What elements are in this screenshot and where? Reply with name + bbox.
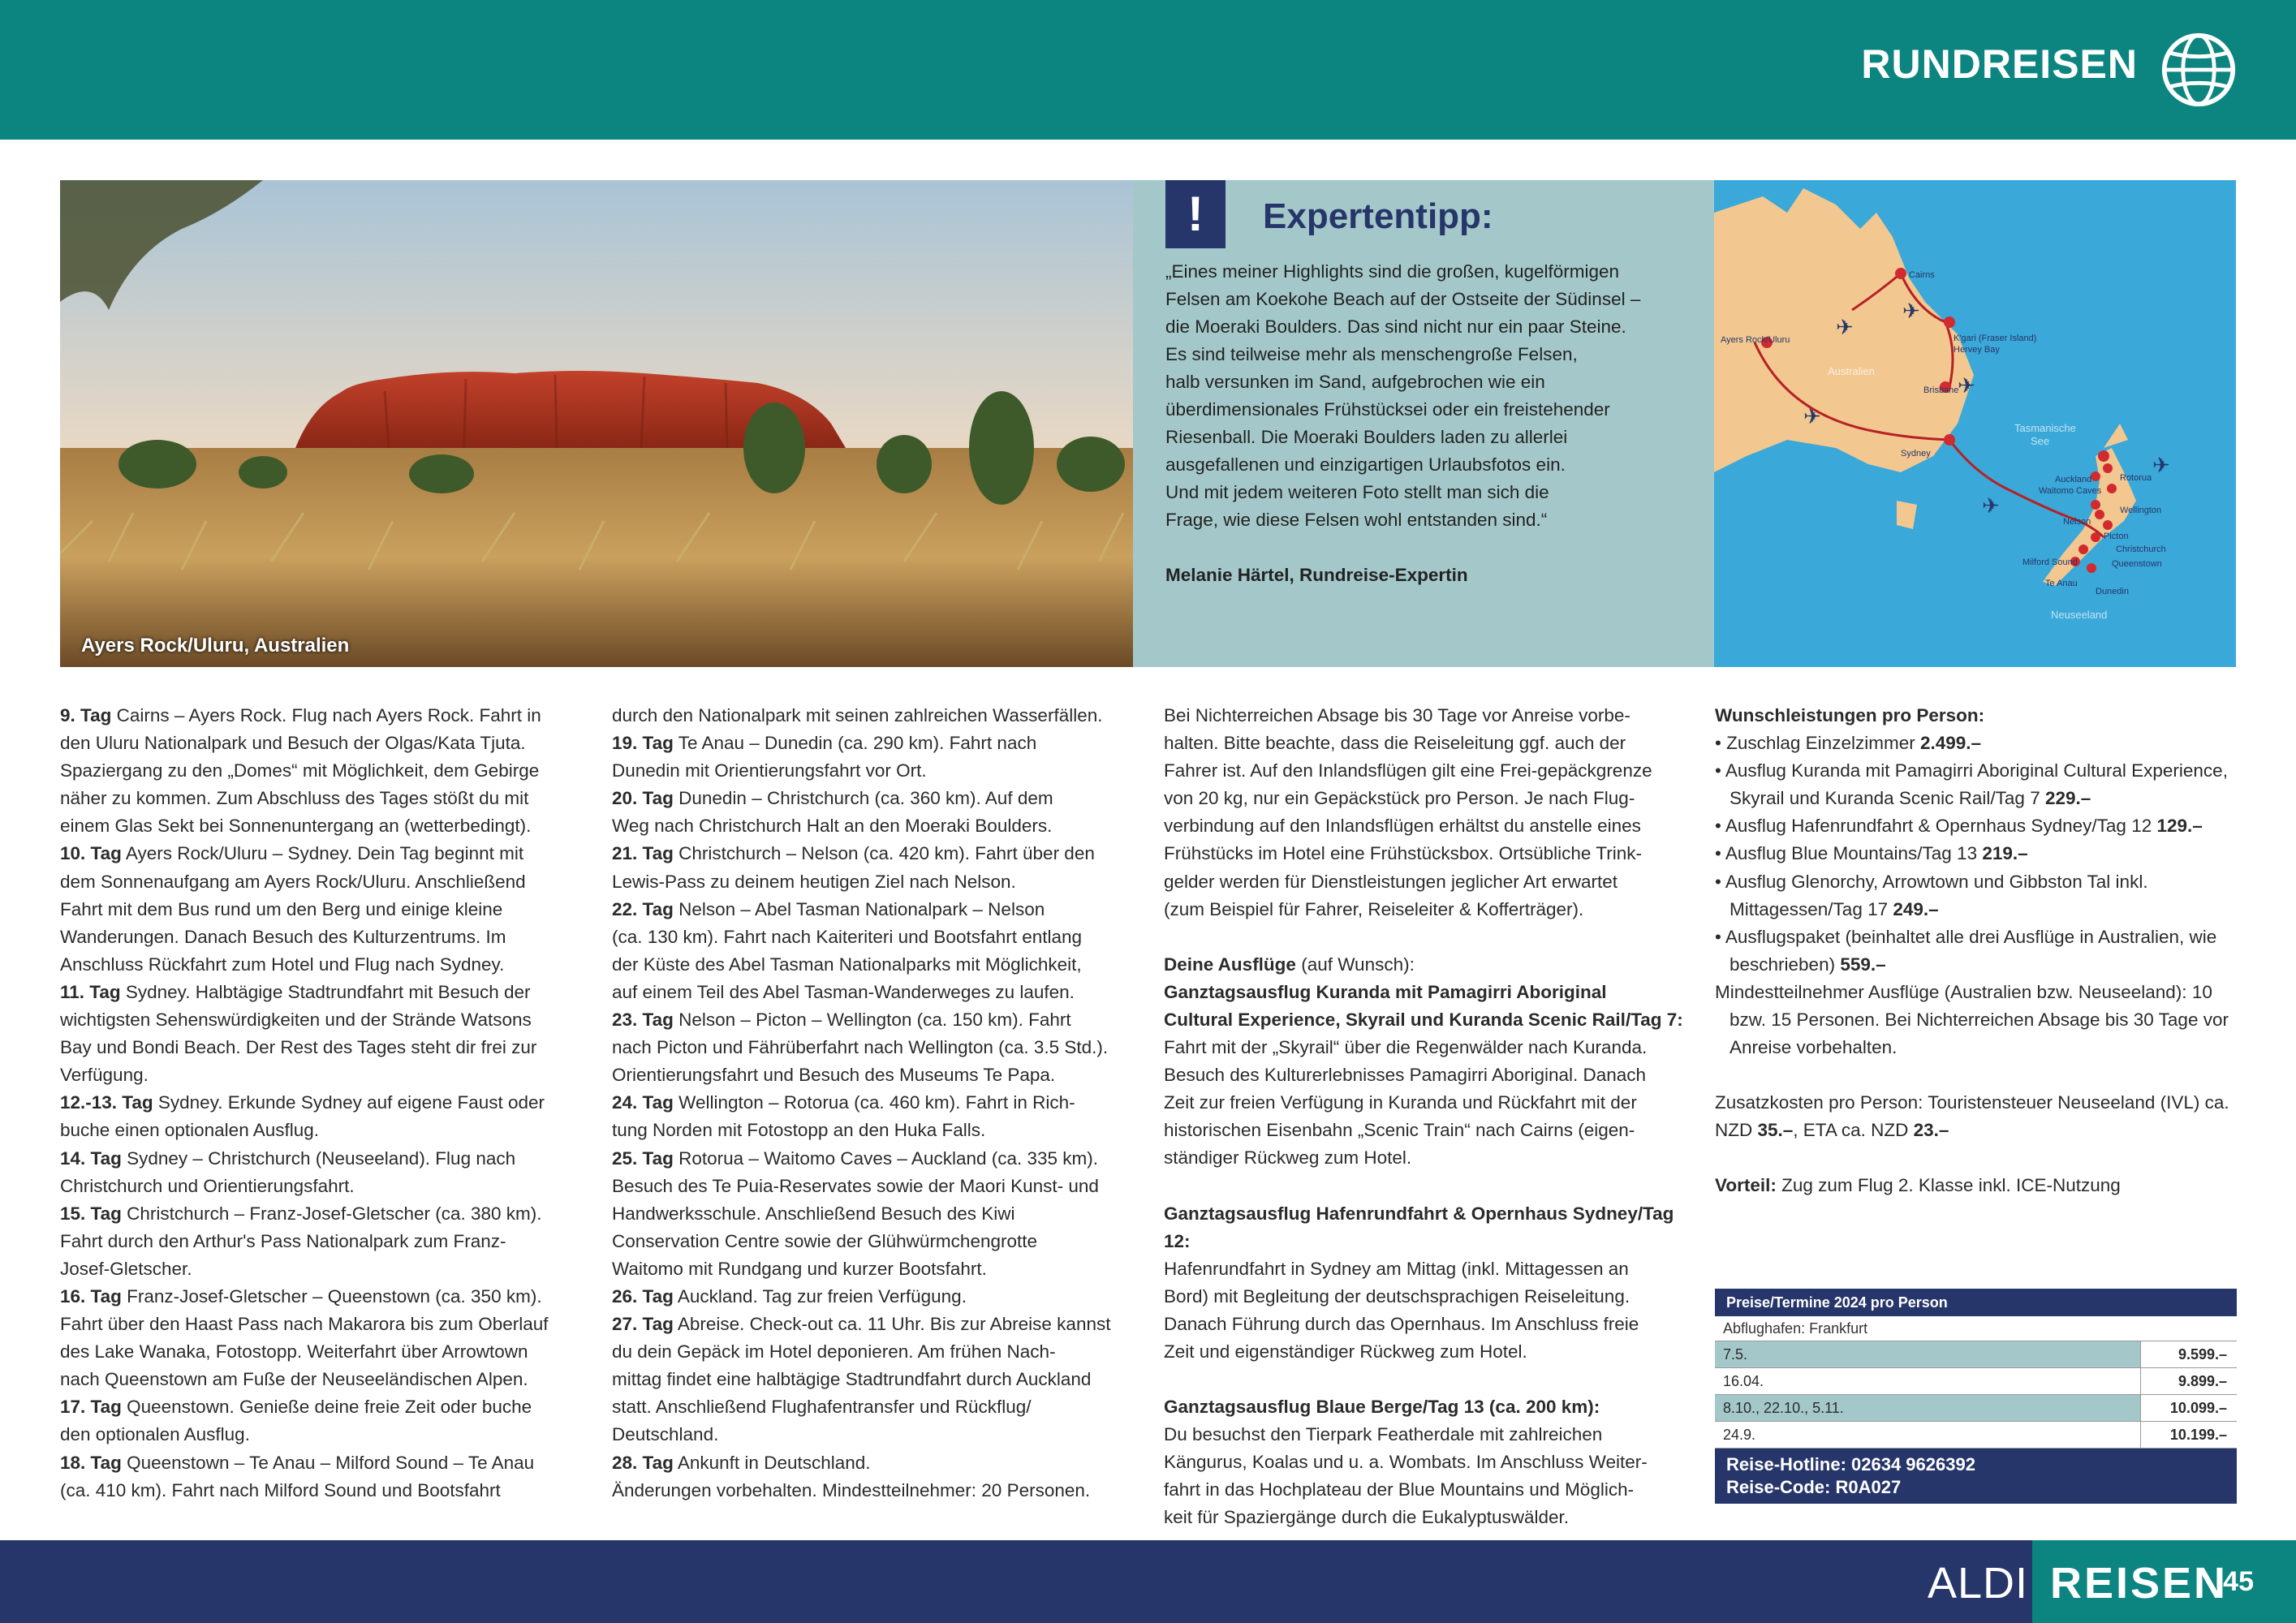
footer-bar: [0, 1540, 2296, 1623]
text-line: Zeit und eigenständiger Rückweg zum Hotel.: [1164, 1341, 1527, 1362]
reisen-logo: REISEN: [2050, 1559, 2229, 1608]
text-line: • Zuschlag Einzelzimmer 2.499.–: [1715, 733, 1982, 754]
route-map: [1714, 180, 2236, 667]
text-line: • Ausflug Hafenrundfahrt & Opernhaus Sydney/Tag 12 129.–: [1715, 816, 2203, 837]
uluru-photo: [60, 180, 1133, 667]
svg-text:Rotorua: Rotorua: [2120, 473, 2152, 483]
text-line: mittag findet eine halbtägige Stadtrundfahrt durch Auckland: [612, 1369, 1092, 1390]
svg-text:Cairns: Cairns: [1909, 270, 1935, 280]
text-line: keit für Spaziergänge durch die Eukalyptuswälder.: [1164, 1507, 1570, 1528]
text-line: Du besuchst den Tierpark Featherdale mit zahlreichen: [1164, 1424, 1603, 1445]
text-line: nach Picton und Fährüberfahrt nach Wellington (ca. 3.5 Std.).: [612, 1037, 1109, 1058]
price-row: 7.5. 9.599.–: [1715, 1341, 2237, 1368]
text-line: Kängurus, Koalas und u. a. Wombats. Im Anschluss Weiter-: [1164, 1452, 1648, 1473]
text-line: Wanderungen. Danach Besuch des Kulturzentrums. Im: [60, 926, 506, 947]
text-line: den Uluru Nationalpark und Besuch der Olgas/Kata Tjuta.: [60, 733, 526, 754]
text-line: Fahrer ist. Auf den Inlandsflügen gilt eine Frei-gepäckgrenze: [1164, 760, 1652, 781]
text-line: näher zu kommen. Zum Abschluss des Tages stößt du mit: [60, 788, 529, 809]
svg-text:✈: ✈: [1836, 315, 1854, 339]
text-line: Handwerksschule. Anschließend Besuch des Kiwi: [612, 1203, 1015, 1224]
price-table-header: Preise/Termine 2024 pro Person: [1715, 1289, 2237, 1316]
spacer: [1715, 1061, 2251, 1089]
text-line: Anschluss Rückfahrt zum Hotel und Flug nach Sydney.: [60, 954, 505, 975]
booking-info: [1715, 1449, 2237, 1504]
text-line: 17. Tag Queenstown. Genieße deine freie Zeit oder buche: [60, 1397, 532, 1418]
price-table: [1715, 1289, 2237, 1504]
text-line: Christchurch und Orientierungsfahrt.: [60, 1175, 355, 1196]
text-line: Vorteil: Zug zum Flug 2. Klasse inkl. ICE-Nutzung: [1715, 1175, 2121, 1196]
spacer: [1164, 923, 1683, 951]
text-line: 24. Tag Wellington – Rotorua (ca. 460 km). Fahrt in Rich-: [612, 1092, 1075, 1113]
text-line: (ca. 410 km). Fahrt nach Milford Sound und Bootsfahrt: [60, 1479, 501, 1500]
text-line: • Ausflug Blue Mountains/Tag 13 219.–: [1715, 843, 2028, 864]
text-line: Zeit zur freien Verfügung in Kuranda und Rückfahrt mit der: [1164, 1092, 1637, 1113]
text-line: 18. Tag Queenstown – Te Anau – Milford Sound – Te Anau: [60, 1452, 535, 1473]
svg-text:✈: ✈: [1958, 373, 1975, 398]
text-line: Fahrt durch den Arthur's Pass Nationalpark zum Franz-: [60, 1230, 506, 1251]
page-number: 45: [2223, 1566, 2254, 1597]
text-line: 19. Tag Te Anau – Dunedin (ca. 290 km). Fahrt nach: [612, 733, 1037, 754]
text-line: Bay und Bondi Beach. Der Rest des Tages steht dir frei zur: [60, 1037, 537, 1058]
svg-text:Brisbane: Brisbane: [1923, 385, 1959, 395]
text-line: Dunedin mit Orientierungsfahrt vor Ort.: [612, 760, 927, 781]
text-line: 12.-13. Tag Sydney. Erkunde Sydney auf eigene Faust oder: [60, 1092, 545, 1113]
text-line: Besuch des Te Puia-Reservates sowie der Maori Kunst- und: [612, 1175, 1099, 1196]
text-line: Mindestteilnehmer Ausflüge (Australien bzw. Neuseeland): 10 bzw. 15 Personen. Bei Nichterreichen Absage bis 30 Tage vor Anreise vorbehalten.: [1715, 981, 2229, 1058]
text-line: 22. Tag Nelson – Abel Tasman Nationalpark – Nelson: [612, 898, 1045, 919]
svg-text:Auckland: Auckland: [2055, 475, 2092, 484]
text-line: gelder werden für Dienstleistungen jeglicher Art erwartet: [1164, 871, 1618, 892]
text-line: Lewis-Pass zu deinem heutigen Ziel nach Nelson.: [612, 871, 1016, 892]
text-line: 20. Tag Dunedin – Christchurch (ca. 360 km). Auf dem: [612, 788, 1053, 809]
text-line: 15. Tag Christchurch – Franz-Josef-Gletscher (ca. 380 km).: [60, 1203, 542, 1224]
text-line: Zusatzkosten pro Person: Touristensteuer Neuseeland (IVL) ca. NZD 35.–, ETA ca. NZD 23.–: [1715, 1092, 2229, 1141]
departure-airport: Abflughafen: Frankfurt: [1715, 1316, 2237, 1341]
text-line: Conservation Centre sowie der Glühwürmchengrotte: [612, 1230, 1038, 1251]
svg-text:Te Anau: Te Anau: [2045, 579, 2078, 588]
text-line: Wunschleistungen pro Person:: [1715, 705, 1985, 725]
text-line: Fahrt mit der „Skyrail“ über die Regenwälder nach Kuranda.: [1164, 1037, 1648, 1058]
text-line: einem Glas Sekt bei Sonnenuntergang an (wetterbedingt).: [60, 816, 532, 837]
text-line: Ganztagsausflug Hafenrundfahrt & Opernhaus Sydney/Tag 12:: [1164, 1203, 1674, 1251]
text-line: halten. Bitte beachte, dass die Reiseleitung ggf. auch der: [1164, 733, 1626, 754]
reisen-logo-box: [2032, 1540, 2296, 1623]
text-line: 16. Tag Franz-Josef-Gletscher – Queenstown (ca. 350 km).: [60, 1285, 542, 1307]
svg-text:K'gari (Fraser Island): K'gari (Fraser Island): [1954, 334, 2037, 343]
svg-text:Hervey Bay: Hervey Bay: [1954, 345, 2000, 355]
excursions-column: [1164, 702, 1683, 1532]
text-line: Änderungen vorbehalten. Mindestteilnehmer: 20 Personen.: [612, 1479, 1091, 1500]
text-line: von 20 kg, nur ein Gepäckstück pro Person. Je nach Flug-: [1164, 788, 1635, 809]
text-line: Verfügung.: [60, 1065, 149, 1086]
itinerary-column-1: [60, 702, 579, 1505]
text-line: (ca. 130 km). Fahrt nach Kaiteriteri und Bootsfahrt entlang: [612, 926, 1083, 947]
text-line: historischen Eisenbahn „Scenic Train“ nach Cairns (eigen-: [1164, 1120, 1635, 1141]
globe-icon: [2160, 31, 2238, 109]
svg-text:Nelson: Nelson: [2063, 517, 2091, 527]
svg-text:✈: ✈: [1902, 299, 1920, 323]
photo-caption: Ayers Rock/Uluru, Australien: [81, 635, 350, 657]
svg-text:Picton: Picton: [2104, 532, 2129, 541]
itinerary-column-2: [612, 702, 1131, 1505]
svg-text:Sydney: Sydney: [1901, 449, 1931, 458]
exclamation-icon: !: [1165, 180, 1226, 248]
text-line: Danach Führung durch das Opernhaus. Im Anschluss freie: [1164, 1313, 1639, 1334]
text-line: statt. Anschließend Flughafentransfer und Rückflug/: [612, 1397, 1032, 1418]
svg-text:Queenstown: Queenstown: [2112, 559, 2162, 569]
svg-text:✈: ✈: [2152, 453, 2170, 477]
text-line: • Ausflugspaket (beinhaltet alle drei Ausflüge in Australien, wie beschrieben) 559.–: [1715, 926, 2217, 975]
price-row: 16.04. 9.899.–: [1715, 1368, 2237, 1395]
svg-text:See: See: [2031, 435, 2050, 447]
text-line: ständiger Rückweg zum Hotel.: [1164, 1147, 1412, 1169]
travel-code: Reise-Code: R0A027: [1726, 1477, 1902, 1497]
text-line: Frühstücks im Hotel eine Frühstücksbox. Ortsübliche Trink-: [1164, 843, 1642, 864]
svg-text:✈: ✈: [1803, 404, 1821, 428]
expert-tip-heading: Expertentipp:: [1263, 196, 1493, 236]
svg-text:Wellington: Wellington: [2120, 506, 2162, 515]
map-label-australia: Australien: [1828, 365, 1875, 377]
svg-text:✈: ✈: [1982, 493, 2000, 518]
text-line: dem Sonnenaufgang am Ayers Rock/Uluru. Anschließend: [60, 871, 526, 892]
text-line: Besuch des Kulturerlebnisses Pamagirri Aboriginal. Danach: [1164, 1065, 1647, 1086]
text-line: 23. Tag Nelson – Picton – Wellington (ca. 150 km). Fahrt: [612, 1010, 1071, 1031]
text-line: Ganztagsausflug Blaue Berge/Tag 13 (ca. 200 km):: [1164, 1397, 1600, 1418]
spacer: [1164, 1366, 1683, 1393]
text-line: Ganztagsausflug Kuranda mit Pamagirri Aboriginal: [1164, 981, 1607, 1002]
text-line: der Küste des Abel Tasman Nationalparks mit Möglichkeit,: [612, 954, 1082, 975]
text-line: des Lake Wanaka, Fotostopp. Weiterfahrt über Arrowtown: [60, 1341, 528, 1363]
price-row: 8.10., 22.10., 5.11. 10.099.–: [1715, 1395, 2237, 1422]
text-line: Deutschland.: [612, 1424, 719, 1445]
map-label-nz: Neuseeland: [2051, 609, 2108, 621]
extras-column: [1715, 702, 2251, 1200]
svg-text:Ayers Rock/Uluru: Ayers Rock/Uluru: [1721, 335, 1790, 345]
expert-tip-text: „Eines meiner Highlights sind die großen, kugelförmigen Felsen am Koekohe Beach auf der Ostseite der Südinsel – die Moeraki Boulders. Das sind nicht nur ein paar Steine. Es sind teilweise mehr als menschengroße Felsen, halb versunken im Sand, aufgebrochen wie ein überdimensionales Frühstücksei oder ein freistehender Riesenball. Die Moeraki Boulders laden zu allerlei ausgefallenen und einzigartigen Urlaubsfotos ein. Und mit jedem weiteren Foto stellt man sich die Frage, wie diese Felsen wohl entstanden sind.“: [1165, 261, 1641, 530]
text-line: 14. Tag Sydney – Christchurch (Neuseeland). Flug nach: [60, 1147, 516, 1169]
text-line: Josef-Gletscher.: [60, 1258, 192, 1279]
expert-author: Melanie Härtel, Rundreise-Expertin: [1165, 565, 1468, 585]
text-line: den optionalen Ausflug.: [60, 1424, 250, 1445]
text-line: tung Norden mit Fotostopp an den Huka Falls.: [612, 1120, 986, 1141]
text-line: 9. Tag Cairns – Ayers Rock. Flug nach Ayers Rock. Fahrt in: [60, 705, 541, 725]
price-row: 24.9. 10.199.–: [1715, 1422, 2237, 1449]
text-line: buche einen optionalen Ausflug.: [60, 1120, 320, 1141]
text-line: Deine Ausflüge (auf Wunsch):: [1164, 954, 1415, 975]
text-line: 10. Tag Ayers Rock/Uluru – Sydney. Dein Tag beginnt mit: [60, 843, 524, 864]
text-line: auf einem Teil des Abel Tasman-Wanderweges zu laufen.: [612, 981, 1075, 1002]
svg-text:Christchurch: Christchurch: [2116, 545, 2166, 554]
text-line: verbindung auf den Inlandsflügen erhältst du anstelle eines: [1164, 816, 1641, 837]
header-bar: [0, 0, 2296, 140]
text-line: Weg nach Christchurch Halt an den Moeraki Boulders.: [612, 816, 1053, 837]
text-line: 21. Tag Christchurch – Nelson (ca. 420 km). Fahrt über den: [612, 843, 1095, 864]
svg-text:Milford Sound: Milford Sound: [2022, 558, 2078, 567]
text-line: Orientierungsfahrt und Besuch des Museums Te Papa.: [612, 1065, 1056, 1086]
text-line: du dein Gepäck im Hotel deponieren. Am frühen Nach-: [612, 1341, 1056, 1363]
aldi-logo: ALDI: [1927, 1559, 2028, 1608]
expert-tip-box: [1133, 180, 1714, 667]
text-line: 26. Tag Auckland. Tag zur freien Verfügung.: [612, 1285, 967, 1307]
svg-text:Waitomo Caves: Waitomo Caves: [2039, 486, 2102, 496]
text-line: nach Queenstown am Fuße der Neuseeländischen Alpen.: [60, 1369, 528, 1390]
svg-text:Dunedin: Dunedin: [2096, 587, 2129, 596]
spacer: [1164, 1173, 1683, 1200]
text-line: 27. Tag Abreise. Check-out ca. 11 Uhr. Bis zur Abreise kannst: [612, 1314, 1111, 1335]
hotline[interactable]: Reise-Hotline: 02634 9626392: [1726, 1454, 1975, 1474]
text-line: 11. Tag Sydney. Halbtägige Stadtrundfahrt mit Besuch der: [60, 981, 531, 1002]
text-line: 25. Tag Rotorua – Waitomo Caves – Auckland (ca. 335 km).: [612, 1147, 1099, 1169]
spacer: [1715, 1144, 2251, 1172]
text-line: Hafenrundfahrt in Sydney am Mittag (inkl. Mittagessen an: [1164, 1258, 1629, 1279]
text-line: Bord) mit Begleitung der deutschsprachigen Reiseleitung.: [1164, 1285, 1630, 1307]
text-line: Bei Nichterreichen Absage bis 30 Tage vor Anreise vorbe-: [1164, 705, 1630, 725]
text-line: • Ausflug Kuranda mit Pamagirri Aboriginal Cultural Experience, Skyrail und Kuranda Scenic Rail/Tag 7 229.–: [1715, 760, 2228, 809]
text-line: durch den Nationalpark mit seinen zahlreichen Wasserfällen.: [612, 705, 1103, 725]
text-line: 28. Tag Ankunft in Deutschland.: [612, 1452, 871, 1473]
text-line: Spaziergang zu den „Domes“ mit Möglichkeit, dem Gebirge: [60, 760, 540, 781]
text-line: wichtigsten Sehenswürdigkeiten und der Strände Watsons: [60, 1010, 532, 1031]
text-line: fahrt in das Hochplateau der Blue Mountains und Möglich-: [1164, 1479, 1635, 1500]
text-line: Cultural Experience, Skyrail und Kuranda Scenic Rail/Tag 7:: [1164, 1009, 1683, 1030]
text-line: (zum Beispiel für Fahrer, Reiseleiter & Kofferträger).: [1164, 898, 1584, 919]
text-line: • Ausflug Glenorchy, Arrowtown und Gibbston Tal inkl. Mittagessen/Tag 17 249.–: [1715, 871, 2148, 919]
text-line: Waitomo mit Rundgang und kurzer Bootsfahrt.: [612, 1258, 987, 1279]
text-line: Fahrt mit dem Bus rund um den Berg und einige kleine: [60, 898, 503, 919]
text-line: Fahrt über den Haast Pass nach Makarora bis zum Oberlauf: [60, 1314, 549, 1335]
section-title: RUNDREISEN: [1861, 41, 2138, 87]
map-label-sea: Tasmanische: [2014, 422, 2076, 434]
